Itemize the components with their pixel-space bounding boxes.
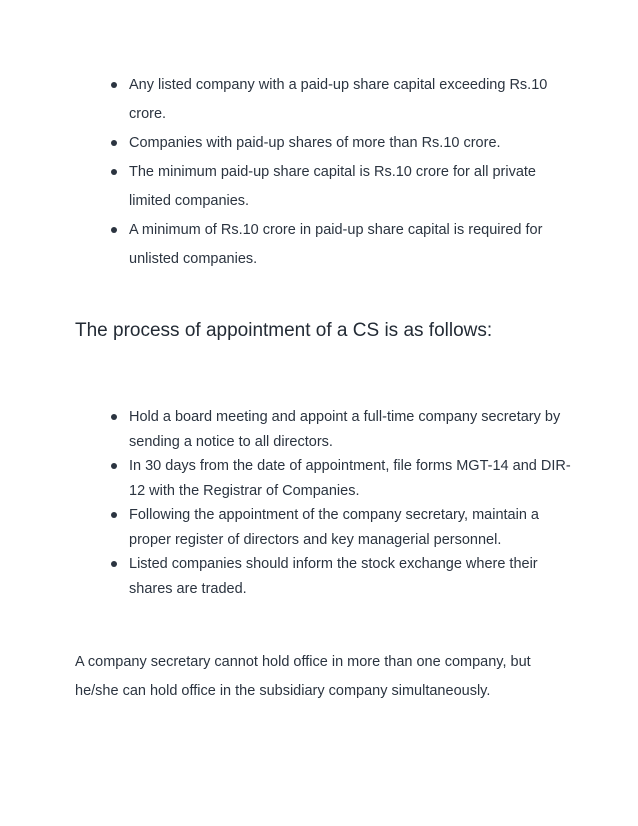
list-item-text: Following the appointment of the company secretary, maintain a proper register of directors and key managerial personnel. [129, 507, 539, 548]
closing-paragraph: A company secretary cannot hold office in more than one company, but he/she can hold office in the subsidiary company simultaneously. [75, 654, 531, 699]
process-steps-list [0, 405, 638, 601]
list-item-text: In 30 days from the date of appointment, file forms MGT-14 and DIR-12 with the Registrar of Companies. [129, 458, 571, 499]
bullet-icon [111, 82, 117, 88]
bullet-icon [111, 169, 117, 175]
list-item [0, 158, 638, 216]
bullet-icon [111, 463, 117, 469]
list-item-text: Hold a board meeting and appoint a full-time company secretary by sending a notice to all directors. [129, 409, 561, 450]
bullet-icon [111, 561, 117, 567]
list-item-text: Listed companies should inform the stock exchange where their shares are traded. [129, 556, 538, 597]
eligibility-bullet-list [0, 71, 638, 274]
list-item-text: Any listed company with a paid-up share capital exceeding Rs.10 crore. [129, 77, 548, 122]
list-item-text: Companies with paid-up shares of more than Rs.10 crore. [129, 135, 501, 151]
bullet-icon [111, 140, 117, 146]
list-item [0, 552, 638, 601]
list-item [0, 129, 638, 158]
list-item [0, 71, 638, 129]
list-item [0, 454, 638, 503]
list-item [0, 405, 638, 454]
list-item-text: The minimum paid-up share capital is Rs.10 crore for all private limited companies. [129, 164, 536, 209]
list-item [0, 216, 638, 274]
list-item-text: A minimum of Rs.10 crore in paid-up share capital is required for unlisted companies. [129, 222, 543, 267]
section-heading: The process of appointment of a CS is as follows: [75, 320, 493, 341]
bullet-icon [111, 227, 117, 233]
bullet-icon [111, 512, 117, 518]
list-item [0, 503, 638, 552]
bullet-icon [111, 414, 117, 420]
